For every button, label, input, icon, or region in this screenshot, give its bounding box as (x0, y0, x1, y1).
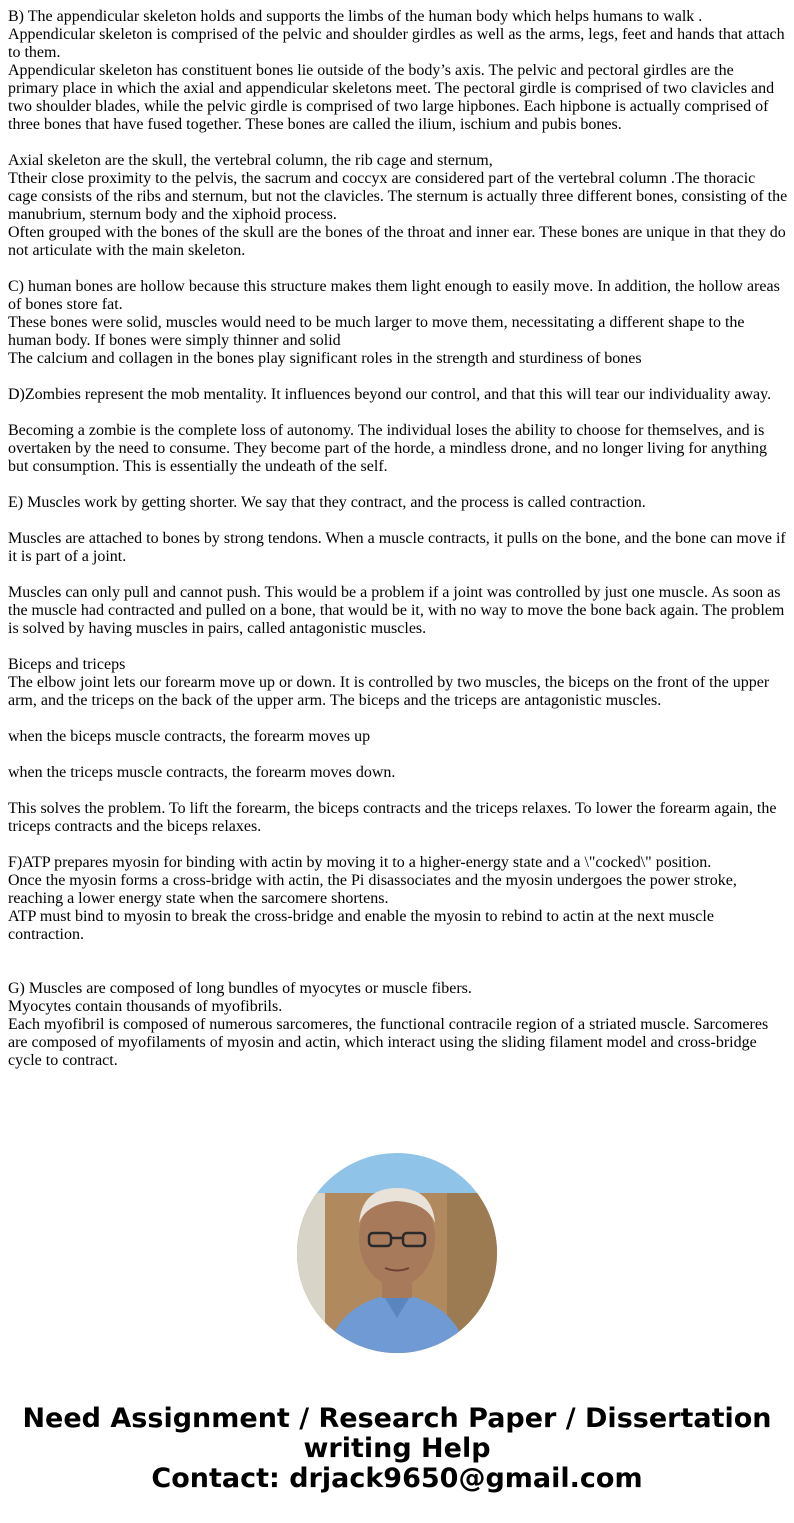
paragraph-line: D)Zombies represent the mob mentality. It influences beyond our control, and that this will tear our individuality away. (8, 386, 772, 403)
paragraph-line: Biceps and triceps (8, 656, 126, 673)
paragraph-line: ATP must bind to myosin to break the cross-bridge and enable the myosin to rebind to actin at the next muscle contraction. (8, 908, 718, 943)
paragraph-line: G) Muscles are composed of long bundles of myocytes or muscle fibers. (8, 980, 472, 997)
paragraph-line: F)ATP prepares myosin for binding with actin by moving it to a higher-energy state and a \"cocked\" position. (8, 854, 712, 871)
paragraph-line: Axial skeleton are the skull, the vertebral column, the rib cage and sternum, (8, 152, 493, 169)
paragraph-line: Muscles are attached to bones by strong tendons. When a muscle contracts, it pulls on the bone, and the bone can move if it is part of a joint. (8, 530, 790, 565)
paragraph-line: Myocytes contain thousands of myofibrils. (8, 998, 283, 1015)
promo-line-3[interactable]: Contact: drjack9650@gmail.com (151, 1463, 643, 1494)
promo-line-1: Need Assignment / Research Paper / Dissertation (22, 1403, 772, 1434)
paragraph-line: E) Muscles work by getting shorter. We say that they contract, and the process is called contraction. (8, 494, 646, 511)
blank-line (8, 476, 788, 494)
promo-line-2: writing Help (303, 1433, 491, 1464)
blank-line (8, 566, 788, 584)
blank-line (8, 710, 788, 728)
paragraph-line: Muscles can only pull and cannot push. This would be a problem if a joint was controlled by just one muscle. As soon as the muscle had contracted and pulled on a bone, that would be it, with no way to move the bone back again. The problem is solved by having muscles in pairs, called antagonistic muscles. (8, 584, 789, 637)
paragraph-line: Becoming a zombie is the complete loss of autonomy. The individual loses the ability to choose for themselves, and is overtaken by the need to consume. They become part of the horde, a mindless drone, and no longer living for anything but consumption. This is essentially the undeath of the self. (8, 422, 772, 475)
paragraph-line: when the triceps muscle contracts, the forearm moves down. (8, 764, 396, 781)
author-avatar (297, 1153, 497, 1353)
paragraph-line: These bones were solid, muscles would need to be much larger to move them, necessitating a different shape to the human body. If bones were simply thinner and solid (8, 314, 749, 349)
blank-line (8, 260, 788, 278)
blank-line (8, 944, 788, 962)
blank-line (8, 404, 788, 422)
blank-line (8, 638, 788, 656)
person-photo-icon (297, 1153, 497, 1353)
blank-line (8, 782, 788, 800)
blank-line (8, 962, 788, 980)
paragraph-line: Appendicular skeleton is comprised of the pelvic and shoulder girdles as well as the arms, legs, feet and hands that attach to them. (8, 26, 789, 61)
paragraph-line: Ttheir close proximity to the pelvis, the sacrum and coccyx are considered part of the vertebral column .The thoracic cage consists of the ribs and sternum, but not the clavicles. The sternum is actually three different bones, consisting of the manubrium, sternum body and the xiphoid process. (8, 170, 792, 223)
paragraph-line: The elbow joint lets our forearm move up or down. It is controlled by two muscles, the biceps on the front of the upper arm, and the triceps on the back of the upper arm. The biceps and the triceps are antagonistic muscles. (8, 674, 774, 709)
document-body (8, 8, 792, 1070)
blank-line (8, 746, 788, 764)
blank-line (8, 368, 788, 386)
paragraph-line: C) human bones are hollow because this structure makes them light enough to easily move. In addition, the hollow areas of bones store fat. (8, 278, 784, 313)
paragraph-line: Appendicular skeleton has constituent bones lie outside of the body’s axis. The pelvic and pectoral girdles are the primary place in which the axial and appendicular skeletons meet. The pectoral girdle is comprised of two clavicles and two shoulder blades, while the pelvic girdle is comprised of two large hipbones. Each hipbone is actually comprised of three bones that have fused together. These bones are called the ilium, ischium and pubis bones. (8, 62, 779, 133)
blank-line (8, 836, 788, 854)
paragraph-line: Each myofibril is composed of numerous sarcomeres, the functional contracile region of a striated muscle. Sarcomeres are composed of myofilaments of myosin and actin, which interact using the sliding filament model and cross-bridge cycle to contract. (8, 1016, 773, 1069)
paragraph-line: Once the myosin forms a cross-bridge with actin, the Pi disassociates and the myosin undergoes the power stroke, reaching a lower energy state when the sarcomere shortens. (8, 872, 741, 907)
blank-line (8, 512, 788, 530)
paragraph-line: B) The appendicular skeleton holds and supports the limbs of the human body which helps humans to walk . (8, 8, 703, 25)
promo-banner (0, 1404, 794, 1494)
paragraph-line: This solves the problem. To lift the forearm, the biceps contracts and the triceps relaxes. To lower the forearm again, the triceps contracts and the biceps relaxes. (8, 800, 781, 835)
paragraph-line: The calcium and collagen in the bones play significant roles in the strength and sturdiness of bones (8, 350, 642, 367)
paragraph-line: Often grouped with the bones of the skull are the bones of the throat and inner ear. These bones are unique in that they do not articulate with the main skeleton. (8, 224, 790, 259)
paragraph-line: when the biceps muscle contracts, the forearm moves up (8, 728, 371, 745)
blank-line (8, 134, 788, 152)
